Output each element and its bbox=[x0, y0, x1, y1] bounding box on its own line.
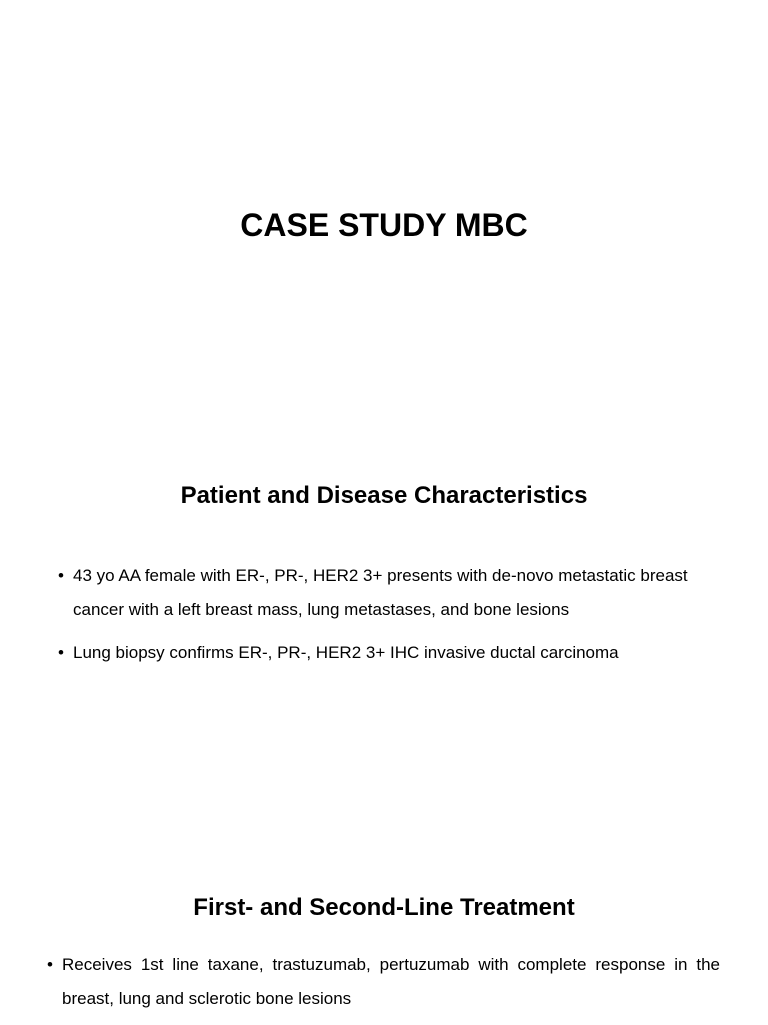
slide-title: CASE STUDY MBC bbox=[240, 207, 528, 243]
section-heading-patient-characteristics: Patient and Disease Characteristics bbox=[180, 482, 588, 509]
bullet-list-patient-characteristics bbox=[58, 559, 718, 679]
bullet-item: • Lung biopsy confirms ER-, PR-, HER2 3+ IHC invasive ductal carcinoma bbox=[58, 636, 718, 670]
section-heading-treatment: First- and Second-Line Treatment bbox=[193, 894, 575, 921]
bullet-list-treatment bbox=[47, 948, 720, 1025]
bullet-item: • 43 yo AA female with ER-, PR-, HER2 3+ presents with de-novo metastatic breast cancer with a left breast mass, lung metastases, and bone lesions bbox=[58, 559, 718, 627]
bullet-item: • Receives 1st line taxane, trastuzumab, pertuzumab with complete response in the breast, lung and sclerotic bone lesions bbox=[47, 948, 720, 1016]
